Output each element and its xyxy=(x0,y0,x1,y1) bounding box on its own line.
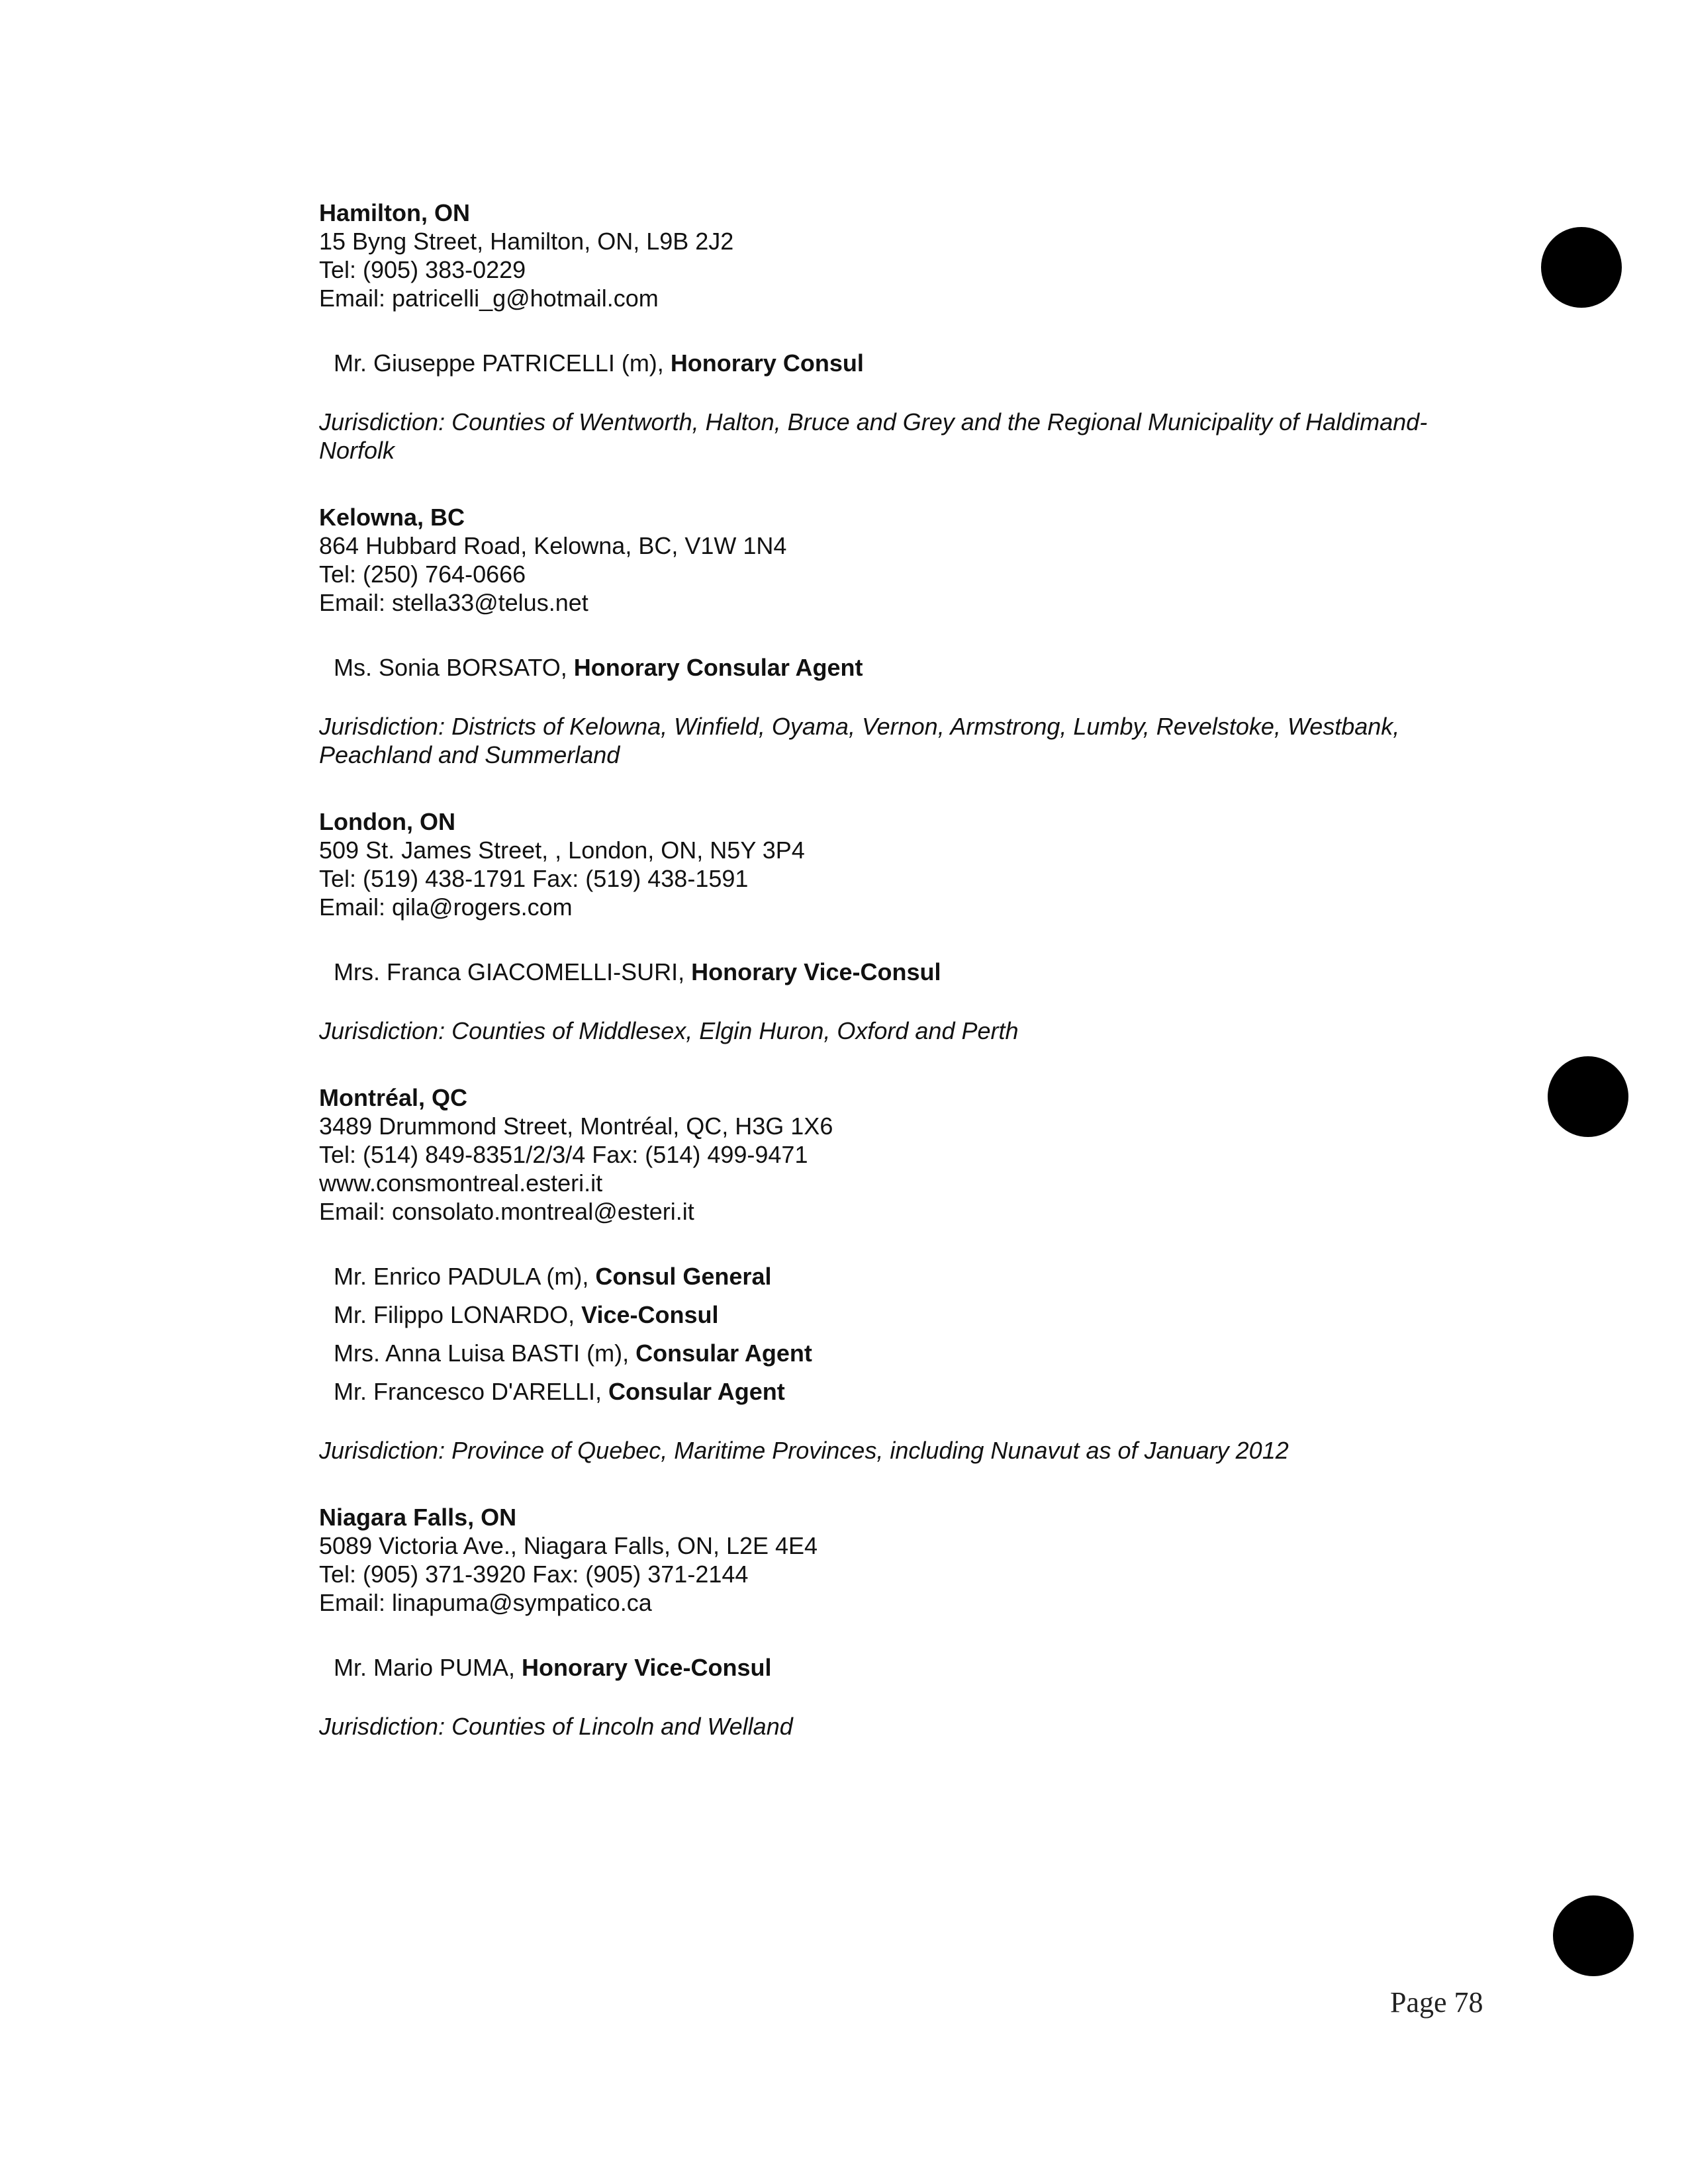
phone: Tel: (250) 764-0666 xyxy=(319,561,526,588)
official xyxy=(334,1649,1497,1687)
entry-niagara-falls xyxy=(319,1503,1497,1741)
jurisdiction: Jurisdiction: Counties of Lincoln and Welland xyxy=(319,1713,793,1740)
official-name: Mr. Francesco D'ARELLI, xyxy=(334,1378,609,1405)
punch-hole-top xyxy=(1541,227,1622,308)
official-name: Mr. Enrico PADULA (m), xyxy=(334,1263,596,1290)
official-title: Consular Agent xyxy=(608,1378,785,1405)
officials-list xyxy=(319,649,1497,687)
official-name: Mrs. Anna Luisa BASTI (m), xyxy=(334,1340,636,1367)
city-heading: Montréal, QC xyxy=(319,1084,468,1111)
officials-list xyxy=(319,953,1497,991)
directory-content xyxy=(319,199,1497,1779)
officials-list xyxy=(319,1257,1497,1411)
official-name: Mr. Giuseppe PATRICELLI (m), xyxy=(334,349,671,377)
address: 5089 Victoria Ave., Niagara Falls, ON, L2E 4E4 xyxy=(319,1532,818,1559)
official-title: Honorary Consular Agent xyxy=(573,654,863,681)
official xyxy=(334,344,1497,383)
official-title: Consular Agent xyxy=(635,1340,812,1367)
city-heading: Hamilton, ON xyxy=(319,199,471,226)
official xyxy=(334,649,1497,687)
address: 509 St. James Street, , London, ON, N5Y 3P4 xyxy=(319,837,805,864)
website: www.consmontreal.esteri.it xyxy=(319,1169,603,1197)
official-name: Mrs. Franca GIACOMELLI-SURI, xyxy=(334,958,692,985)
official xyxy=(334,1296,1497,1334)
official-title: Consul General xyxy=(595,1263,772,1290)
phone-fax: Tel: (519) 438-1791 Fax: (519) 438-1591 xyxy=(319,865,749,892)
official xyxy=(334,1257,1497,1296)
city-heading: Kelowna, BC xyxy=(319,504,465,531)
city-heading: Niagara Falls, ON xyxy=(319,1504,517,1531)
phone: Tel: (905) 383-0229 xyxy=(319,256,526,283)
official-title: Vice-Consul xyxy=(581,1301,719,1328)
address: 15 Byng Street, Hamilton, ON, L9B 2J2 xyxy=(319,228,734,255)
email: Email: consolato.montreal@esteri.it xyxy=(319,1198,694,1225)
jurisdiction: Jurisdiction: Province of Quebec, Maritime Provinces, including Nunavut as of January 2012 xyxy=(319,1437,1289,1464)
official-name: Mr. Filippo LONARDO, xyxy=(334,1301,582,1328)
officials-list xyxy=(319,344,1497,383)
punch-hole-middle xyxy=(1548,1056,1628,1137)
official xyxy=(334,1334,1497,1373)
officials-list xyxy=(319,1649,1497,1687)
address: 864 Hubbard Road, Kelowna, BC, V1W 1N4 xyxy=(319,532,787,559)
entry-kelowna xyxy=(319,503,1497,769)
jurisdiction: Jurisdiction: Counties of Wentworth, Halton, Bruce and Grey and the Regional Municipality of Haldimand-Norfolk xyxy=(319,408,1428,464)
official xyxy=(334,1373,1497,1411)
phone-fax: Tel: (514) 849-8351/2/3/4 Fax: (514) 499-9471 xyxy=(319,1141,808,1168)
email: Email: patricelli_g@hotmail.com xyxy=(319,285,659,312)
jurisdiction: Jurisdiction: Districts of Kelowna, Winfield, Oyama, Vernon, Armstrong, Lumby, Revelstoke, Westbank, Peachland and Summerland xyxy=(319,713,1400,768)
official-name: Ms. Sonia BORSATO, xyxy=(334,654,574,681)
page-number: Page 78 xyxy=(1390,1986,1483,2019)
entry-hamilton xyxy=(319,199,1497,465)
address: 3489 Drummond Street, Montréal, QC, H3G 1X6 xyxy=(319,1113,833,1140)
official-title: Honorary Vice-Consul xyxy=(522,1654,772,1681)
punch-hole-bottom xyxy=(1553,1895,1634,1976)
official-name: Mr. Mario PUMA, xyxy=(334,1654,522,1681)
city-heading: London, ON xyxy=(319,808,455,835)
email: Email: qila@rogers.com xyxy=(319,893,573,921)
jurisdiction: Jurisdiction: Counties of Middlesex, Elgin Huron, Oxford and Perth xyxy=(319,1017,1019,1044)
email: Email: stella33@telus.net xyxy=(319,589,588,616)
phone-fax: Tel: (905) 371-3920 Fax: (905) 371-2144 xyxy=(319,1561,749,1588)
email: Email: linapuma@sympatico.ca xyxy=(319,1589,652,1616)
official-title: Honorary Vice-Consul xyxy=(691,958,941,985)
official-title: Honorary Consul xyxy=(670,349,864,377)
entry-london xyxy=(319,807,1497,1045)
entry-montreal xyxy=(319,1083,1497,1465)
official xyxy=(334,953,1497,991)
